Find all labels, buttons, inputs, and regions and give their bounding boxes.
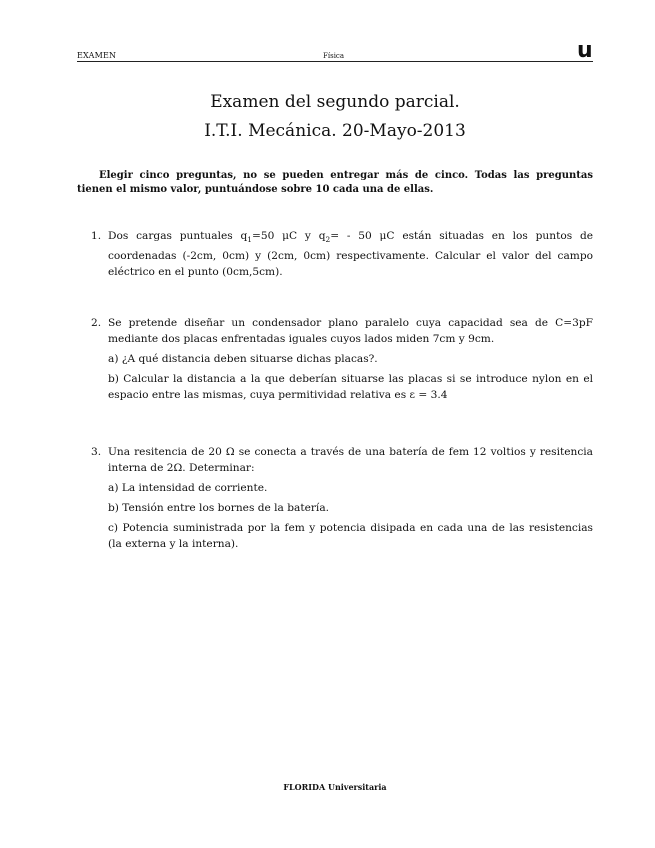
header-left: EXAMEN: [77, 51, 117, 60]
question-number: 1.: [91, 230, 102, 242]
question-text: Se pretende diseñar un condensador plano paralelo cuya capacidad sea de C=3pF mediante dos placas enfrentadas iguales cuyos lados miden 7cm y 9cm.: [108, 317, 593, 345]
header-logo: u: [577, 38, 593, 63]
question-1: [91, 228, 593, 280]
question-part: b) Calcular la distancia a la que deberían situarse las placas si se introduce nylon en el espacio entre las mismas, cuya permitividad relativa es ε = 3.4: [108, 373, 593, 401]
question-part: c) Potencia suministrada por la fem y potencia disipada en cada una de las resistencias (la externa y la interna).: [108, 522, 593, 550]
question-part: a) La intensidad de corriente.: [108, 482, 268, 494]
exam-subtitle: I.T.I. Mecánica. 20-Mayo-2013: [204, 121, 466, 141]
header-rule: [77, 61, 593, 62]
exam-title: Examen del segundo parcial.: [210, 92, 460, 112]
question-part: b) Tensión entre los bornes de la batería.: [108, 502, 329, 514]
instructions: Elegir cinco preguntas, no se pueden entregar más de cinco. Todas las preguntas tienen el mismo valor, puntuándose sobre 10 cada una de ellas.: [77, 170, 593, 195]
footer-institution: FLORIDA Universitaria: [283, 782, 387, 792]
question-text: Dos cargas puntuales $q_1=50$ μC y $q_2= - 50$ μC están situadas en los puntos de coordenadas (-2cm, 0cm) y (2cm, 0cm) respectivamente. Calcular el valor del campo eléctrico en el punto (0cm,5cm).: [108, 230, 593, 279]
question-2: [91, 315, 593, 403]
question-part: a) ¿A qué distancia deben situarse dichas placas?.: [108, 353, 378, 365]
question-text: Una resitencia de 20 Ω se conecta a través de una batería de fem 12 voltios y resitencia interna de 2Ω. Determinar:: [108, 446, 593, 474]
header-subject: Física: [323, 52, 345, 60]
question-number: 3.: [91, 446, 102, 458]
question-number: 2.: [91, 317, 102, 329]
question-3: [91, 444, 593, 552]
